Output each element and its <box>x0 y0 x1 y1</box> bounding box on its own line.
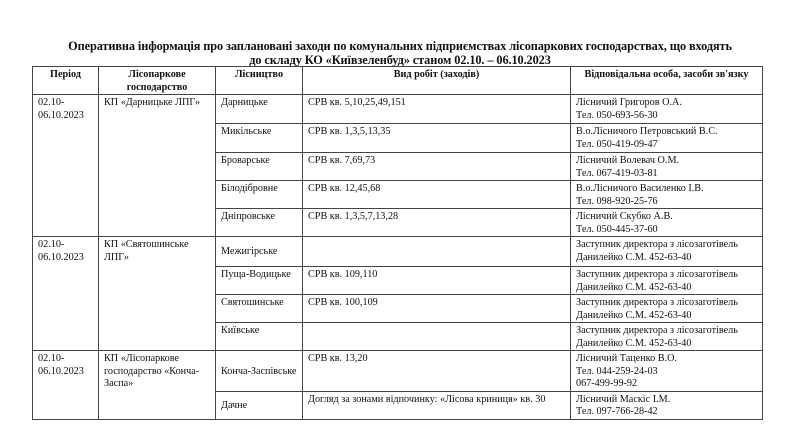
contact-line: Данилейко С.М. 452-63-40 <box>576 281 692 293</box>
contact-line: Лісничий Скубко А.В. <box>576 211 673 222</box>
forestry-cell: Микільське <box>216 124 303 153</box>
enterprise-cell: КП «Святошинське ЛПГ» <box>99 237 216 351</box>
operations-table <box>32 66 763 420</box>
works-cell <box>303 237 571 267</box>
contact-line: В.о.Лісничого Василенко І.В. <box>576 183 704 194</box>
works-cell: СРВ кв. 5,10,25,49,151 <box>303 95 571 124</box>
contact-line: Данилейко С.М. 452-63-40 <box>576 337 692 349</box>
contact-line: Лісничий Маскіс І.М. <box>576 393 671 405</box>
enterprise-cell: КП «Дарницьке ЛПГ» <box>99 95 216 237</box>
period-cell: 02.10-06.10.2023 <box>33 351 99 420</box>
forestry-cell: Дарницьке <box>216 95 303 124</box>
table-row <box>33 237 763 267</box>
period-cell: 02.10-06.10.2023 <box>33 95 99 237</box>
works-cell: СРВ кв. 1,3,5,7,13,28 <box>303 209 571 237</box>
forestry-cell: Дніпровське <box>216 209 303 237</box>
contact-line: Данилейко С.М. 452-63-40 <box>576 309 692 321</box>
contact-line: Лісничий Григоров О.А. <box>576 97 682 108</box>
header-works: Вид робіт (заходів) <box>303 67 571 95</box>
works-cell: СРВ кв. 100,109 <box>303 295 571 323</box>
contact-cell <box>571 267 763 295</box>
header-enterprise: Лісопаркове господарство <box>99 67 216 95</box>
contact-cell <box>571 124 763 153</box>
title-line-2: до складу КО «Київзеленбуд» станом 02.10. – 06.10.2023 <box>249 53 551 67</box>
contact-line: Тел. 050-419-09-47 <box>576 138 658 150</box>
header-forestry: Лісництво <box>216 67 303 95</box>
works-cell: СРВ кв. 13,20 <box>303 351 571 392</box>
contact-line: Данилейко С.М. 452-63-40 <box>576 251 692 263</box>
contact-line: Заступник директора з лісозаготівель <box>576 239 738 250</box>
works-cell: Догляд за зонами відпочинку: «Лісова криниця» кв. 30 <box>303 391 571 419</box>
contact-line: Тел. 050-445-37-60 <box>576 223 658 235</box>
forestry-cell: Святошинське <box>216 295 303 323</box>
contact-cell <box>571 351 763 392</box>
contact-cell <box>571 237 763 267</box>
forestry-cell: Пуща-Водицьке <box>216 267 303 295</box>
works-cell: СРВ кв. 7,69,73 <box>303 153 571 181</box>
header-period: Період <box>33 67 99 95</box>
contact-cell <box>571 153 763 181</box>
table-row <box>33 95 763 124</box>
contact-line: Заступник директора з лісозаготівель <box>576 297 738 308</box>
document-title <box>20 39 780 67</box>
table-header-row <box>33 67 763 95</box>
contact-line: 067-499-99-92 <box>576 378 638 389</box>
contact-line: Тел. 097-766-28-42 <box>576 406 658 417</box>
contact-line: Лісничий Таценко В.О. <box>576 353 677 364</box>
contact-line: Тел. 050-693-56-30 <box>576 109 658 121</box>
forestry-cell: Дачне <box>216 391 303 419</box>
works-cell: СРВ кв. 1,3,5,13,35 <box>303 124 571 153</box>
contact-line: Тел. 067-419-03-81 <box>576 167 658 179</box>
contact-line: Заступник директора з лісозаготівель <box>576 269 738 280</box>
contact-cell <box>571 391 763 419</box>
works-cell: СРВ кв. 12,45,68 <box>303 181 571 209</box>
table-row <box>33 351 763 392</box>
works-cell: СРВ кв. 109,110 <box>303 267 571 295</box>
forestry-cell: Конча-Заспівське <box>216 351 303 392</box>
works-cell <box>303 323 571 351</box>
forestry-cell: Броварське <box>216 153 303 181</box>
title-line-1: Оперативна інформація про заплановані заходи по комунальних підприємствах лісопаркових господарствах, що входять <box>68 39 732 53</box>
contact-line: Лісничий Волевач О.М. <box>576 155 680 166</box>
forestry-cell: Київське <box>216 323 303 351</box>
contact-cell <box>571 181 763 209</box>
contact-cell <box>571 323 763 351</box>
contact-line: Заступник директора з лісозаготівель <box>576 325 738 336</box>
enterprise-cell: КП «Лісопаркове господарство «Конча-Заспа» <box>99 351 216 420</box>
contact-cell <box>571 209 763 237</box>
contact-cell <box>571 95 763 124</box>
forestry-cell: Межигірське <box>216 237 303 267</box>
contact-cell <box>571 295 763 323</box>
contact-line: Тел. 044-259-24-03 <box>576 365 658 377</box>
forestry-cell: Білодібровне <box>216 181 303 209</box>
period-cell: 02.10-06.10.2023 <box>33 237 99 351</box>
contact-line: Тел. 098-920-25-76 <box>576 195 658 207</box>
contact-line: В.о.Лісничого Петровський В.С. <box>576 126 718 137</box>
header-contact: Відповідальна особа, засоби зв'язку <box>571 67 763 95</box>
